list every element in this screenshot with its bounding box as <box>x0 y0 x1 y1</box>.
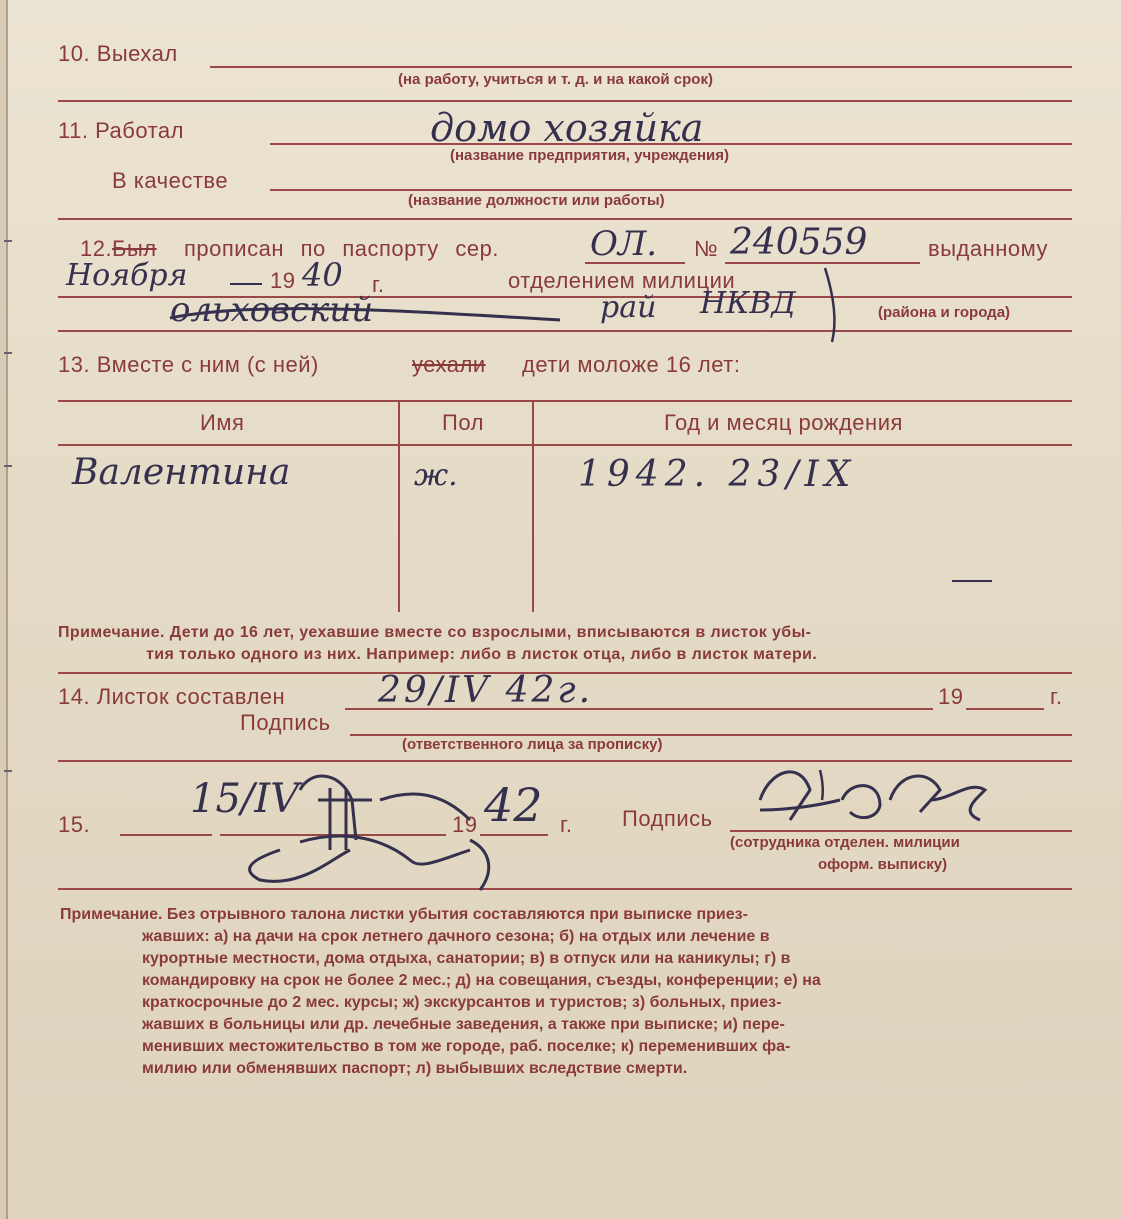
strike-through-scribble <box>170 309 560 320</box>
note2-line: командировку на срок не более 2 мес.; д) на совещания, съезды, конференции; е) на <box>142 972 821 989</box>
item13-label-end: дети моложе 16 лет: <box>522 352 741 377</box>
ink-stroke-12 <box>825 268 834 342</box>
stamp-signature <box>250 776 489 890</box>
item15-caption2: оформ. выписку) <box>818 856 948 873</box>
item15-year-prefix: 19 <box>452 812 478 837</box>
item14-caption: (ответственного лица за прописку) <box>402 736 663 753</box>
item11-caption: (название предприятия, учреждения) <box>450 147 730 164</box>
item13-struck-word: уехали <box>412 352 486 377</box>
note2-line: краткосрочные до 2 мес. курсы; ж) экскурсантов и туристов; з) больных, приез- <box>142 994 782 1011</box>
item14-year-suffix: г. <box>1050 684 1063 709</box>
item12-year-value: 40 <box>302 256 343 294</box>
item11-position-caption: (название должности или работы) <box>408 192 665 209</box>
item14-year-prefix: 19 <box>938 684 964 709</box>
item11-handwritten-value: домо хозяйка <box>430 106 704 150</box>
note2-line: Примечание. Без отрывного талона листки убытия составляются при выписке приез- <box>60 906 748 923</box>
child-birth-date: 1942. 23/IX <box>578 454 857 495</box>
item12-dept-handwritten-3: НКВД <box>700 286 796 321</box>
officer-signature <box>760 772 985 820</box>
note2-line: жавших в больницы или др. лечебные заведения, а также при выписке; и) пере- <box>142 1016 785 1033</box>
child-name: Валентина <box>72 452 291 493</box>
item15-signature-label: Подпись <box>622 806 713 831</box>
item12-dept-label: отделением милиции <box>508 268 736 293</box>
children-header-sex: Пол <box>442 410 484 435</box>
signature-tail <box>820 770 823 800</box>
item12-number-label: № <box>694 236 719 261</box>
item15-day-handwritten: 15/IV <box>190 776 300 822</box>
item11-label: 11. Работал <box>58 118 184 143</box>
note2-line: милию или обменявших паспорт; л) выбывших вследствие смерти. <box>142 1060 688 1077</box>
item12-struck-word: Был <box>112 236 157 261</box>
item15-caption1: (сотрудника отделен. милиции <box>730 834 960 851</box>
item12-passport-series: ОЛ. <box>590 224 658 264</box>
item14-signature-label: Подпись <box>240 710 331 735</box>
item12-passport-number: 240559 <box>730 222 868 263</box>
item12-text: прописан по паспорту сер. <box>184 236 499 261</box>
item12-handwritten-month: Ноября <box>66 258 188 293</box>
item14-label: 14. Листок составлен <box>58 684 286 709</box>
item10-caption: (на работу, учиться и т. д. и на какой срок) <box>398 71 713 88</box>
item15-label: 15. <box>58 812 91 837</box>
note2-line: жавших: а) на дачи на срок летнего дачного сезона; б) на отдых или лечение в <box>142 928 770 945</box>
item15-year-value: 42 <box>484 778 543 832</box>
item14-date-handwritten: 29/IV 42г. <box>378 670 594 711</box>
children-header-birth: Год и месяц рождения <box>664 410 903 435</box>
item12-dept-handwritten-2: рай <box>600 290 657 325</box>
note2-line: менивших местожительство в том же городе, раб. поселке; к) переменивших фа- <box>142 1038 791 1055</box>
item12-dept-handwritten: ольховский <box>170 290 374 330</box>
item10-label: 10. Выехал <box>58 41 178 66</box>
children-header-name: Имя <box>200 410 245 435</box>
item11-position-label: В качестве <box>112 168 229 193</box>
note1-line2: тия только одного из них. Например: либо в листок отца, либо в листок матери. <box>146 646 818 663</box>
item15-year-suffix: г. <box>560 812 573 837</box>
child-sex: ж. <box>414 458 458 493</box>
note1-line1: Примечание. Дети до 16 лет, уехавшие вместе со взрослыми, вписываются в листок убы- <box>58 624 812 641</box>
note2-line: курортные местности, дома отдыха, санатории; в) в отпуск или на каникулы; г) в <box>142 950 791 967</box>
item12-issued-label: выданному <box>928 236 1048 261</box>
item13-label-start: 13. Вместе с ним (с ней) <box>58 352 319 377</box>
item12-caption: (района и города) <box>878 304 1011 321</box>
item12-year-prefix: 19 <box>270 268 296 293</box>
item12-prefix: 12. <box>80 236 113 261</box>
item12-year-suffix: г. <box>372 272 385 297</box>
